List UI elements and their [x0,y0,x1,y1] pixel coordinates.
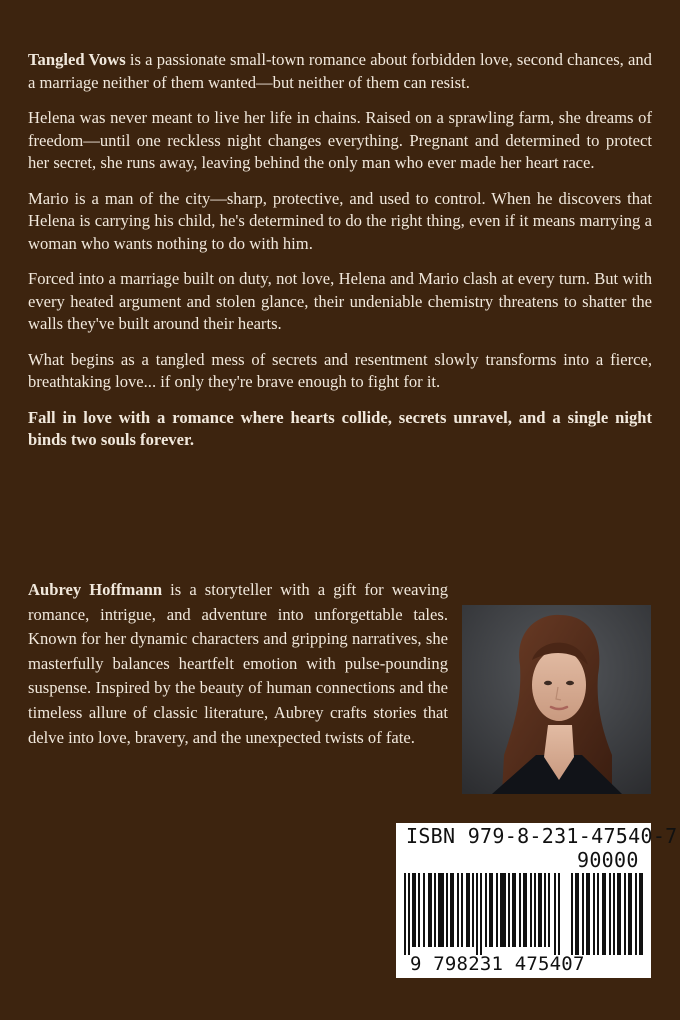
author-portrait-image [462,605,651,794]
isbn-barcode [396,823,678,978]
author-name: Aubrey Hoffmann [28,580,163,599]
description-paragraph-3: Mario is a man of the city—sharp, protective, and used to control. When he discovers that Helena is carrying his child, he's determined to do the right thing, even if it means marrying a woman who wants nothing to do with him. [28,188,652,253]
description-paragraph-4: Forced into a marriage built on duty, not love, Helena and Mario clash at every turn. But with every heated argument and stolen glance, their undeniable chemistry threatens to shatter the walls they've built around their hearts. [28,269,652,333]
description-intro [28,49,652,94]
price-addon-bars [571,873,645,955]
price-code: 90000 [577,848,639,872]
description-paragraph-2: Helena was never meant to live her life in chains. Raised on a sprawling farm, she dreams of freedom—until one reckless night changes everything. Pregnant and determined to protect her secret, she runs away, leaving behind the only man who ever made her heart race. [28,108,652,172]
ean-digits: 9 798231 475407 [410,953,585,975]
tagline [28,407,652,452]
book-description [28,49,652,452]
author-photo [462,605,651,794]
author-bio-text: is a storyteller with a gift for weaving romance, intrigue, and adventure into unforgettable tales. Known for her dynamic characters and gripping narratives, she masterfully balances heartfelt emotion with pulse-pounding suspense. Inspired by the beauty of human connections and the timeless allure of classic literature, Aubrey crafts stories that delve into love, bravery, and the unexpected twists of fate. [28,580,448,747]
isbn-label: ISBN 979-8-231-47540-7 [406,824,678,848]
author-bio [28,578,448,750]
intro-text: is a passionate small-town romance about forbidden love, second chances, and a marriage neither of them wanted—but neither of them can resist. [28,50,652,92]
book-title: Tangled Vows [28,50,126,69]
description-paragraph-5: What begins as a tangled mess of secrets and resentment slowly transforms into a fierce, breathtaking love... if only they're brave enough to fight for it. [28,349,652,391]
tagline-text: Fall in love with a romance where hearts collide, secrets unravel, and a single night binds two souls forever. [28,407,652,449]
ean-bars [404,873,562,955]
